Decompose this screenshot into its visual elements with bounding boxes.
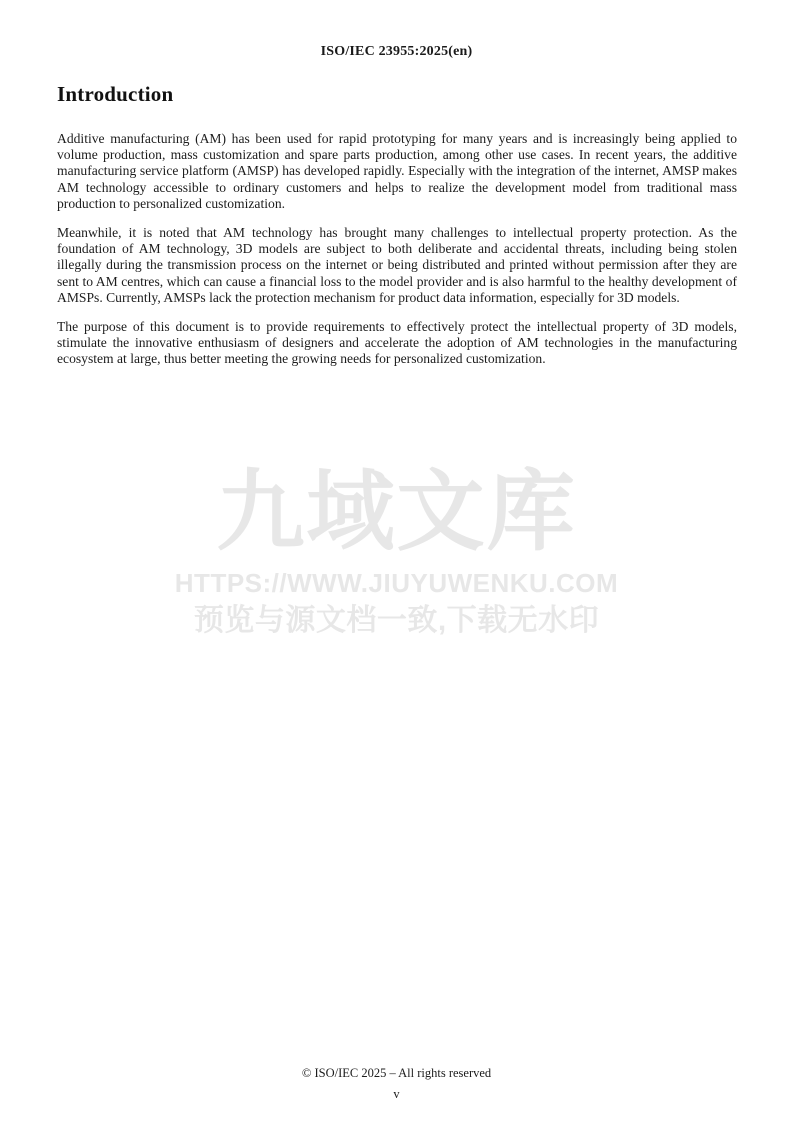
- introduction-heading: Introduction: [57, 82, 174, 106]
- watermark-slogan-text: 预览与源文档一致,下载无水印: [193, 604, 600, 637]
- page-content: [57, 82, 737, 381]
- body-text: [57, 131, 737, 368]
- paragraph-am-overview: Additive manufacturing (AM) has been used for rapid prototyping for many years and is increasingly being applied to volume production, mass customization and spare parts production, among other use cases. In recent years, the additive manufacturing service platform (AMSP) has developed rapidly. Especially with the integration of the internet, AMSP makes AM technology accessible to ordinary customers and helps to realize the development model from traditional mass production to personalized customization.: [57, 131, 737, 211]
- document-reference-header: ISO/IEC 23955:2025(en): [320, 44, 473, 59]
- watermark-url-text: HTTPS://WWW.JIUYUWENKU.COM: [174, 568, 619, 598]
- copyright-notice: © ISO/IEC 2025 – All rights reserved: [301, 1066, 492, 1080]
- paragraph-ip-challenges: Meanwhile, it is noted that AM technology has brought many challenges to intellectual property protection. As the foundation of AM technology, 3D models are subject to both deliberate and accidental threats, including being stolen illegally during the transmission process on the internet or being distributed and printed without permission after they are sent to AM centres, which can cause a financial loss to the model provider and is also harmful to the healthy development of AMSPs. Currently, AMSPs lack the protection mechanism for product data information, especially for 3D models.: [57, 225, 737, 305]
- watermark-brand-text: 九域文库: [216, 462, 577, 561]
- watermark: [0, 462, 793, 637]
- paragraph-document-purpose: The purpose of this document is to provide requirements to effectively protect the intellectual property of 3D models, stimulate the innovative enthusiasm of designers and accelerate the adoption of AM technologies in the manufacturing ecosystem at large, thus better meeting the growing needs for personalized customization.: [57, 319, 737, 367]
- page-footer: [0, 1066, 793, 1102]
- page-number: v: [393, 1087, 400, 1101]
